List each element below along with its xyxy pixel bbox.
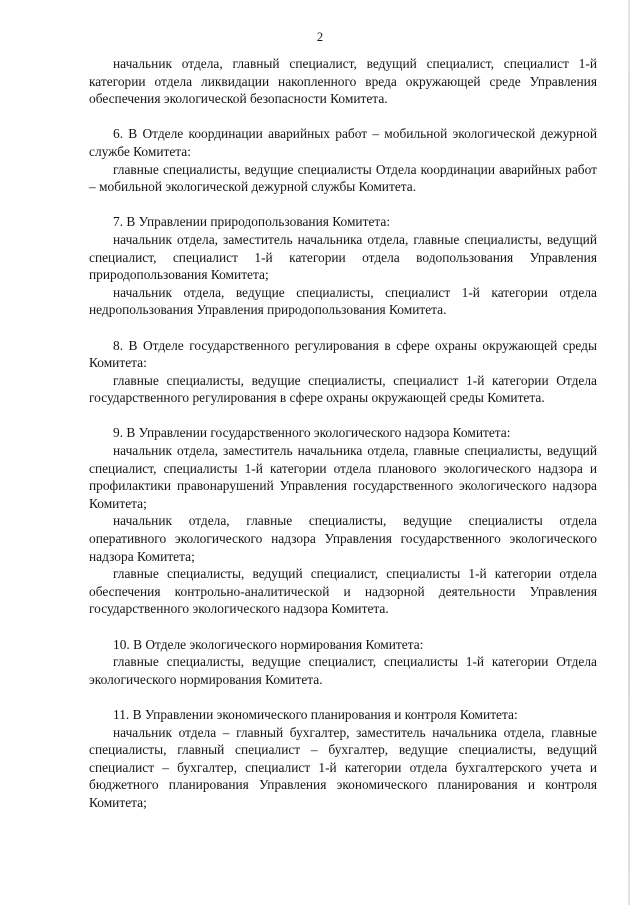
paragraph: начальник отдела – главный бухгалтер, заместитель начальника отдела, главные специалисты, главный специалист – бухгалтер, ведущие специалисты, ведущий специалист – бухгалтер, специалист 1-й категории отдела бухгалтерского учета и бюджетного планирования Управления экономического планирования и контроля Комитета; <box>89 724 597 810</box>
section-9 <box>89 424 597 618</box>
paragraph: главные специалисты, ведущие специалист, специалисты 1-й категории Отдела экологического нормирования Комитета. <box>89 654 597 687</box>
paragraph: начальник отдела, ведущие специалисты, специалист 1-й категории отдела недропользования Управления природопользования Комитета. <box>89 284 597 318</box>
section-heading: 6. В Отделе координации аварийных работ – мобильной экологической дежурной службе Комитета: <box>89 126 597 159</box>
section-heading: 9. В Управлении государственного экологического надзора Комитета: <box>113 425 511 441</box>
scan-edge-line <box>628 0 630 905</box>
document-body <box>89 55 597 812</box>
section-10 <box>89 636 597 689</box>
paragraph: начальник отдела, заместитель начальника отдела, главные специалисты, ведущий специалист, специалист 1-й категории отдела водопользования Управления природопользования Комитета; <box>89 231 597 283</box>
section-11 <box>89 706 597 812</box>
page-number: 2 <box>316 30 324 44</box>
paragraph: начальник отдела, заместитель начальника отдела, главные специалисты, ведущий специалист, специалисты 1-й категории отдела планового экологического надзора и профилактики правонарушений Управления государственного экологического надзора Комитета; <box>89 443 597 511</box>
paragraph: начальник отдела, главные специалисты, ведущие специалисты отдела оперативного экологического надзора Управления государственного экологического надзора Комитета; <box>89 513 597 564</box>
paragraph: главные специалисты, ведущие специалисты Отдела координации аварийных работ – мобильной экологической дежурной службы Комитета. <box>89 161 597 195</box>
section-heading: 11. В Управлении экономического планирования и контроля Комитета: <box>113 706 518 722</box>
section-8 <box>89 337 597 407</box>
paragraph: начальник отдела, главный специалист, ведущий специалист, специалист 1-й категории отдела ликвидации накопленного вреда окружающей среде Управления обеспечения экологической безопасности Комитета. <box>89 56 597 107</box>
section-7 <box>89 213 597 319</box>
section-heading: 7. В Управлении природопользования Комитета: <box>113 214 391 230</box>
paragraph: главные специалисты, ведущий специалист, специалисты 1-й категории отдела обеспечения контрольно-аналитической и надзорной деятельности Управления государственного экологического надзора Комитета. <box>89 566 597 617</box>
section-heading: 10. В Отделе экологического нормирования Комитета: <box>113 636 424 652</box>
section-6 <box>89 125 597 195</box>
paragraph: главные специалисты, ведущие специалисты, специалист 1-й категории Отдела государственного регулирования в сфере охраны окружающей среды Комитета. <box>89 372 597 406</box>
section-heading: 8. В Отделе государственного регулирования в сфере охраны окружающей среды Комитета: <box>89 337 597 371</box>
section-5-continuation <box>89 55 597 108</box>
